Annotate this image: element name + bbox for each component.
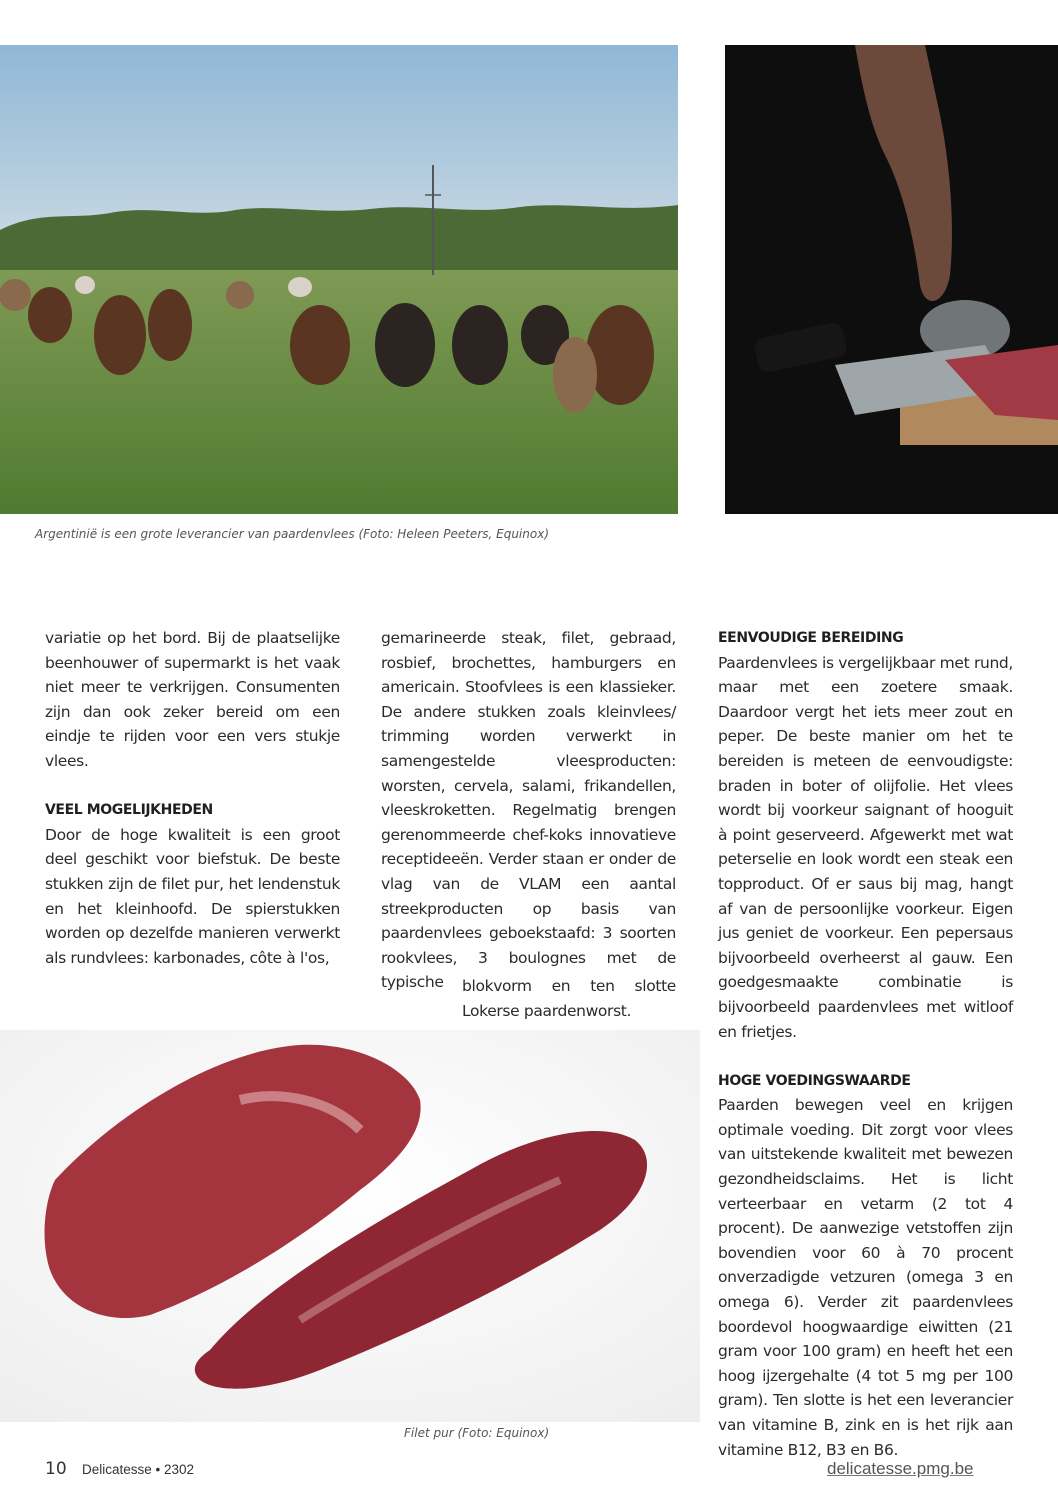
column-3-body-1: Paardenvlees is vergelijkbaar met rund, maar met een zoetere smaak. Daardoor vergt het iets meer zout en peper. De beste manier om het te bereiden is meteen de eenvoudigste: braden in boter of olijfolie. Het vlees wordt bij voorkeur saignant of hooguit à point geserveerd. Afgewerkt met wat peterselie en look wordt een steak een topproduct. Of er saus bij mag, hangt af van de persoonlijke voorkeur. Eigen jus geniet de voorkeur. Een pepersaus bijvoorbeeld overheerst al gauw. Een goedgesmaakte combinatie is bijvoorbeeld paardenvlees met witloof en frietjes. — [718, 653, 1013, 1041]
filet-photo-caption: Filet pur (Foto: Equinox) — [404, 1426, 550, 1440]
column-1-intro: variatie op het bord. Bij de plaatselijke beenhouwer of supermarkt is het vaak niet meer te verkrijgen. Consumenten zijn dan ook zeker bereid om een eindje te rijden voor een vers stukje vlees. — [45, 629, 340, 770]
filet-pur-photo — [0, 1030, 700, 1422]
column-1-body: Door de hoge kwaliteit is een groot deel geschikt voor biefstuk. De beste stukken zijn de filet pur, het lendenstuk en het kleinhoofd. De spierstukken worden op dezelfde manieren verwerkt als rundvlees: karbonades, côte à l'os, — [45, 825, 340, 967]
column-2-tail: blokvorm en ten slotte Lokerse paardenworst. — [462, 977, 676, 1020]
knife-meat-photo — [725, 45, 1058, 514]
text-column-3 — [718, 626, 1013, 1462]
text-column-2 — [381, 626, 676, 995]
horses-photo-caption: Argentinië is een grote leverancier van paardenvlees (Foto: Heleen Peeters, Equinox) — [35, 527, 549, 541]
heading-hoge-voedingswaarde: HOGE VOEDINGSWAARDE — [718, 1072, 911, 1089]
column-2-body: gemarineerde steak, filet, gebraad, rosbief, brochettes, hamburgers en americain. Stoofvlees is een klassieker. De andere stukken zoals kleinvlees/ trimming worden verwerkt in samengestelde vleesproducten: worsten, cervela, salami, frikandellen, vleeskroketten. Regelmatig brengen gerenommeerde chef-koks innovatieve receptideeën. Verder staan er onder de vlag van de VLAM een aantal streekproducten op basis van paardenvlees geboekstaafd: 3 soorten rookvlees, 3 boulognes met de typische — [381, 629, 676, 992]
website-link[interactable]: delicatesse.pmg.be — [827, 1459, 974, 1478]
heading-veel-mogelijkheden: VEEL MOGELIJKHEDEN — [45, 802, 213, 819]
text-column-1 — [45, 626, 340, 970]
page-number: 10 — [45, 1459, 67, 1479]
column-3-body-2: Paarden bewegen veel en krijgen optimale voeding. Dit zorgt voor vlees van uitstekende kwaliteit met bewezen gezondheidsclaims. Het is licht verteerbaar en vetarm (2 tot 4 procent). De aanwezige vetstoffen zijn bovendien voor 60 à 70 procent onverzadigde vetzuren (omega 3 en omega 6). Verder zit paardenvlees boordevol hoogwaardige eiwitten (21 gram voor 100 gram) en heeft het een hoog ijzergehalte (4 tot 5 mg per 100 gram). Ten slotte is het een leverancier van vitamine B, zink en is het rijk aan vitamine B12, B3 en B6. — [718, 1096, 1013, 1459]
horses-photo — [0, 45, 678, 514]
magazine-issue: Delicatesse • 2302 — [82, 1462, 195, 1477]
heading-eenvoudige-bereiding: EENVOUDIGE BEREIDING — [718, 630, 904, 646]
text-column-2-tail — [462, 974, 676, 1023]
